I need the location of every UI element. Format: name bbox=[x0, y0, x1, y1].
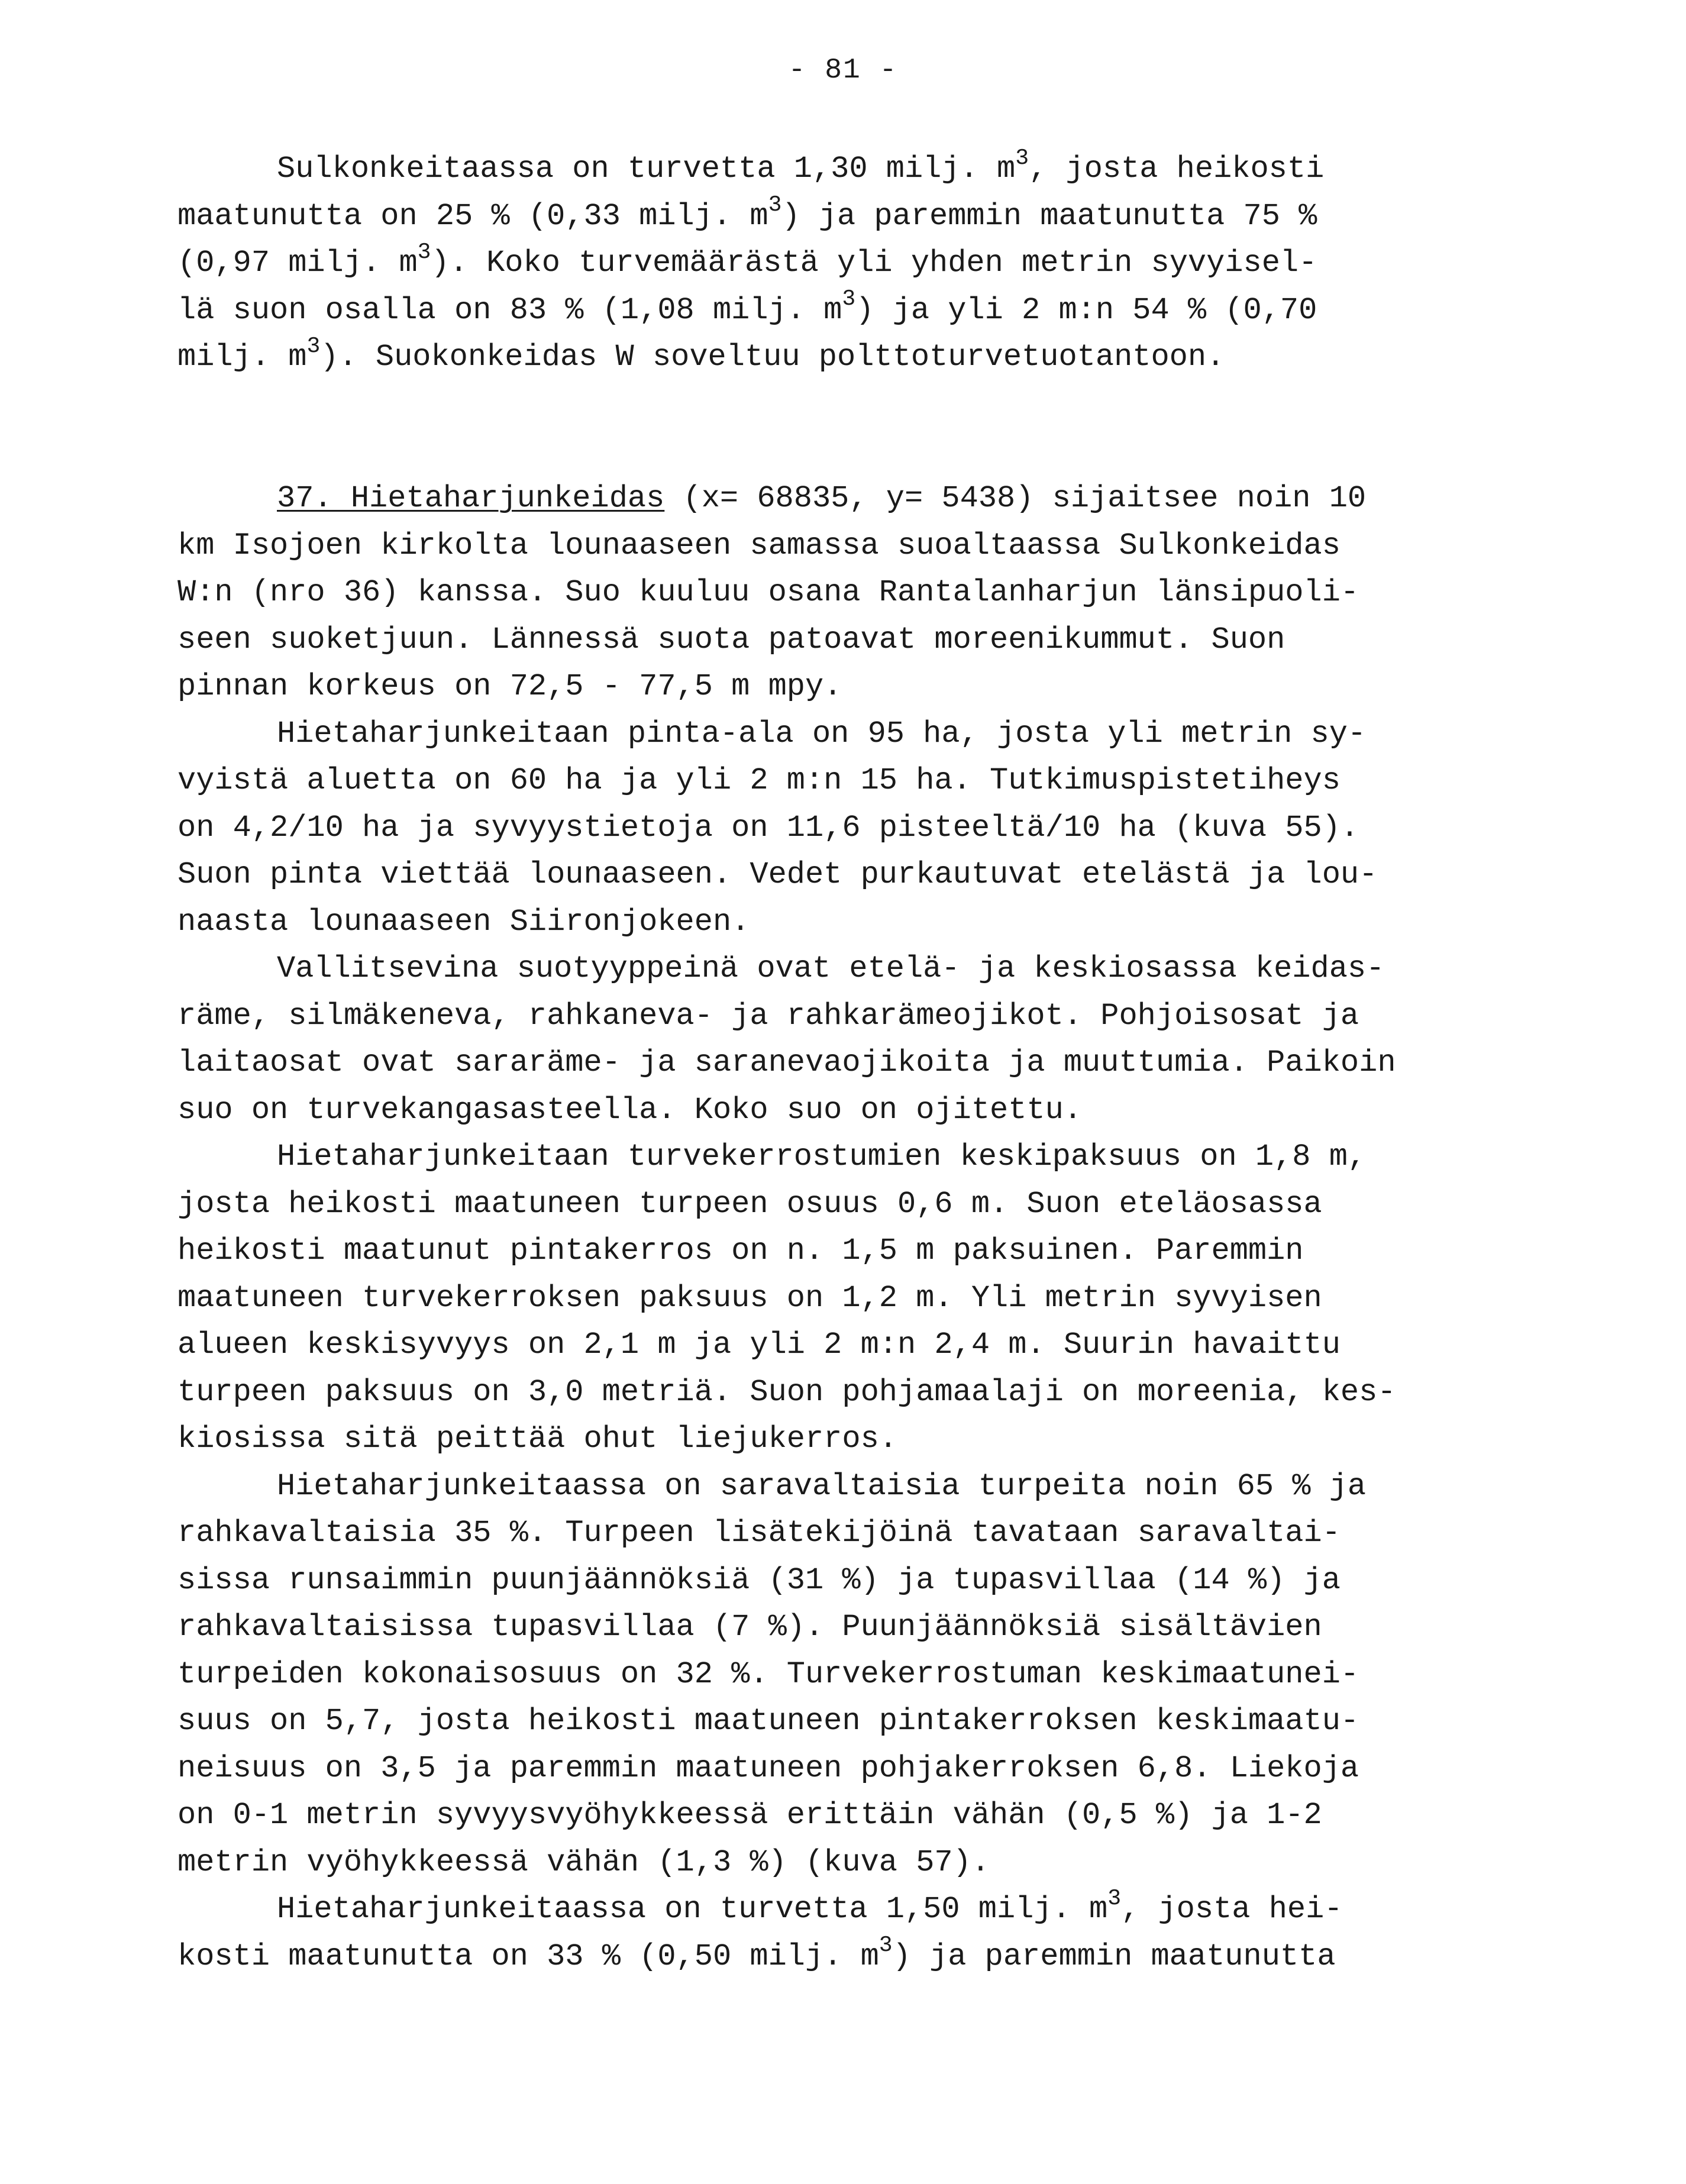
text-run: milj. m bbox=[177, 340, 307, 374]
text-line bbox=[177, 334, 1532, 381]
superscript: 3 bbox=[1015, 145, 1029, 171]
superscript: 3 bbox=[1107, 1885, 1122, 1911]
text-line: suo on turvekangasasteella. Koko suo on ojitettu. bbox=[177, 1092, 1083, 1127]
text-line bbox=[177, 146, 1532, 193]
text-run: maatunutta on 25 % (0,33 milj. m bbox=[177, 198, 768, 234]
text-line: rahkavaltaisissa tupasvillaa (7 %). Puunjäännöksiä sisältävien bbox=[177, 1610, 1322, 1645]
superscript: 3 bbox=[768, 192, 782, 218]
text-run: kosti maatunutta on 33 % (0,50 milj. m bbox=[177, 1939, 879, 1974]
text-line: Vallitsevina suotyyppeinä ovat etelä- ja keskiosassa keidas- bbox=[277, 951, 1385, 986]
text-line bbox=[177, 1933, 1532, 1981]
text-run: ). Suokonkeidas W soveltuu polttoturvetuotantoon. bbox=[320, 340, 1225, 374]
text-line: seen suoketjuun. Lännessä suota patoavat moreenikummut. Suon bbox=[177, 622, 1286, 657]
text-run: Sulkonkeitaassa on turvetta 1,30 milj. m bbox=[277, 151, 1016, 186]
text-line bbox=[177, 287, 1532, 334]
text-line: Suon pinta viettää lounaaseen. Vedet purkautuvat etelästä ja lou- bbox=[177, 857, 1378, 892]
text-line: maatuneen turvekerroksen paksuus on 1,2 m. Yli metrin syvyisen bbox=[177, 1280, 1322, 1316]
text-run: lä suon osalla on 83 % (1,08 milj. m bbox=[177, 292, 842, 328]
text-line: suus on 5,7, josta heikosti maatuneen pintakerroksen keskimaatu- bbox=[177, 1704, 1359, 1739]
text-run: (0,97 milj. m bbox=[177, 245, 418, 280]
text-line: heikosti maatunut pintakerros on n. 1,5 m paksuinen. Paremmin bbox=[177, 1233, 1304, 1268]
page-number: - 81 - bbox=[788, 54, 898, 86]
superscript: 3 bbox=[417, 239, 431, 265]
text-line: rahkavaltaisia 35 %. Turpeen lisätekijöinä tavataan saravaltai- bbox=[177, 1516, 1341, 1550]
text-line: sissa runsaimmin puunjäännöksiä (31 %) ja tupasvillaa (14 %) ja bbox=[177, 1562, 1341, 1598]
text-run: Hietaharjunkeitaassa on turvetta 1,50 milj. m bbox=[277, 1892, 1108, 1927]
text-line: neisuus on 3,5 ja paremmin maatuneen pohjakerroksen 6,8. Liekoja bbox=[177, 1750, 1359, 1786]
paragraph-sulkonkeidas bbox=[177, 146, 1532, 381]
text-run: ) ja paremmin maatunutta bbox=[892, 1939, 1336, 1974]
text-line: pinnan korkeus on 72,5 - 77,5 m mpy. bbox=[177, 669, 842, 704]
section-hietaharjunkeidas bbox=[177, 475, 1532, 1980]
text-line: W:n (nro 36) kanssa. Suo kuuluu osana Rantalanharjun länsipuoli- bbox=[177, 575, 1359, 610]
text-line: josta heikosti maatuneen turpeen osuus 0,6 m. Suon eteläosassa bbox=[177, 1186, 1322, 1222]
text-run: , josta hei- bbox=[1121, 1892, 1343, 1927]
text-line: vyistä aluetta on 60 ha ja yli 2 m:n 15 ha. Tutkimuspistetiheys bbox=[177, 763, 1341, 798]
text-run: (x= 68835, y= 5438) sijaitsee noin 10 bbox=[664, 481, 1367, 516]
text-run: ) ja yli 2 m:n 54 % (0,70 bbox=[855, 292, 1317, 328]
text-line: naasta lounaaseen Siironjokeen. bbox=[177, 904, 750, 939]
text-line: on 4,2/10 ha ja syvyystietoja on 11,6 pisteeltä/10 ha (kuva 55). bbox=[177, 810, 1359, 845]
text-line: Hietaharjunkeitaassa on saravaltaisia turpeita noin 65 % ja bbox=[277, 1468, 1367, 1504]
text-line: Hietaharjunkeitaan pinta-ala on 95 ha, josta yli metrin sy- bbox=[277, 716, 1367, 751]
text-line: on 0-1 metrin syvyysvyöhykkeessä erittäin vähän (0,5 %) ja 1-2 bbox=[177, 1798, 1322, 1833]
superscript: 3 bbox=[842, 286, 856, 312]
text-line: Hietaharjunkeitaan turvekerrostumien keskipaksuus on 1,8 m, bbox=[277, 1139, 1367, 1174]
text-line bbox=[177, 1886, 1532, 1933]
section-heading: 37. Hietaharjunkeidas bbox=[277, 481, 665, 516]
text-line: km Isojoen kirkolta lounaaseen samassa suoaltaassa Sulkonkeidas bbox=[177, 528, 1341, 563]
text-line bbox=[177, 240, 1532, 287]
text-line: metrin vyöhykkeessä vähän (1,3 %) (kuva 57). bbox=[177, 1844, 990, 1880]
text-line: räme, silmäkeneva, rahkaneva- ja rahkarämeojikot. Pohjoisosat ja bbox=[177, 998, 1359, 1033]
text-line: turpeiden kokonaisosuus on 32 %. Turvekerrostuman keskimaatunei- bbox=[177, 1656, 1359, 1692]
superscript: 3 bbox=[306, 333, 321, 359]
text-run: ). Koko turvemäärästä yli yhden metrin syvyisel- bbox=[431, 245, 1317, 280]
text-line bbox=[177, 193, 1532, 240]
text-run: ) ja paremmin maatunutta 75 % bbox=[781, 198, 1317, 234]
text-line: laitaosat ovat sararäme- ja saranevaojikoita ja muuttumia. Paikoin bbox=[177, 1045, 1396, 1080]
superscript: 3 bbox=[878, 1933, 893, 1959]
text-run: , josta heikosti bbox=[1029, 151, 1325, 186]
text-line: alueen keskisyvyys on 2,1 m ja yli 2 m:n 2,4 m. Suurin havaittu bbox=[177, 1327, 1341, 1362]
text-line: kiosissa sitä peittää ohut liejukerros. bbox=[177, 1421, 897, 1456]
text-line: turpeen paksuus on 3,0 metriä. Suon pohjamaalaji on moreenia, kes- bbox=[177, 1374, 1396, 1410]
text-line bbox=[177, 475, 1532, 522]
